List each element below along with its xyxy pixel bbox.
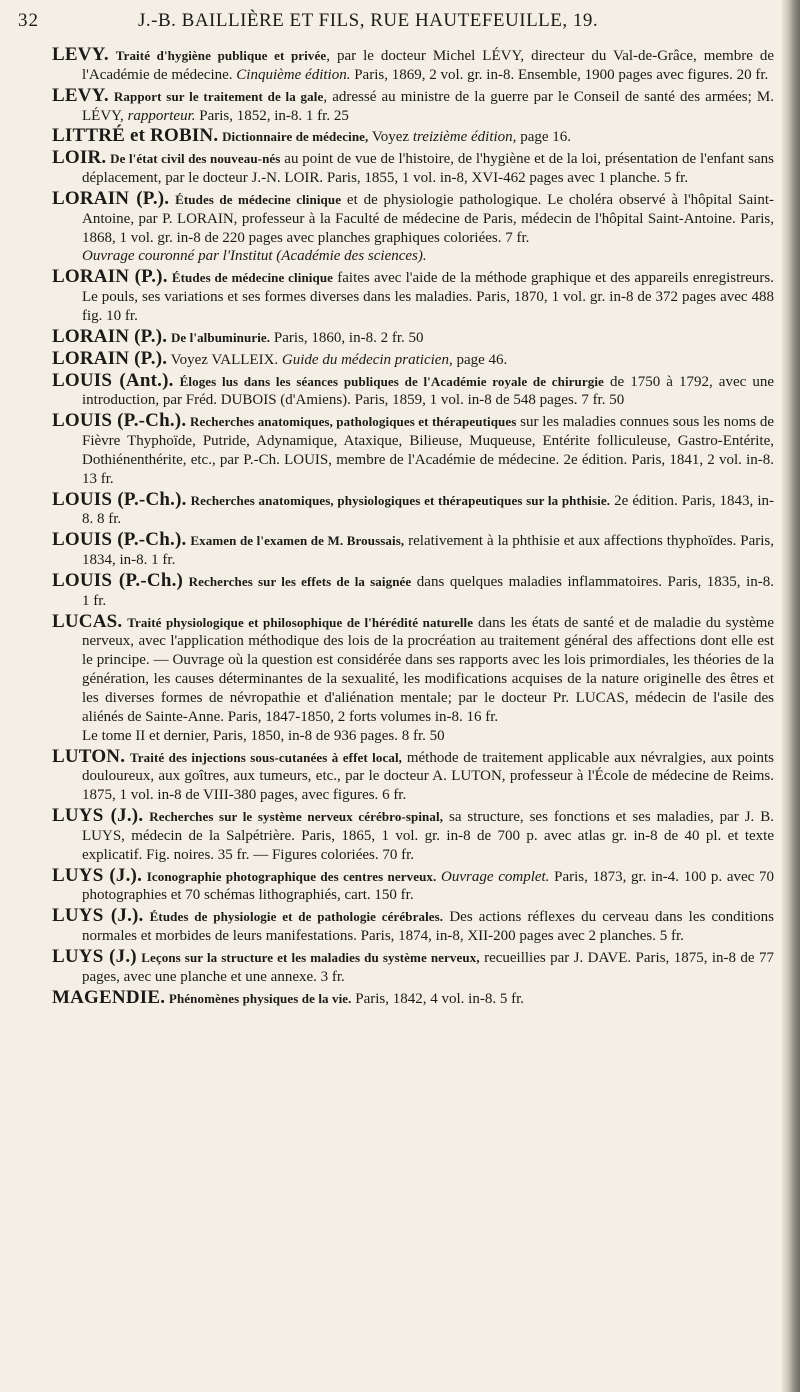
entry-price: 7 fr. 50 [581,392,625,409]
entry-author: LOUIS (Ant.). [52,369,174,391]
entry-text-2: Paris, 1873, gr. in-4. 100 p. avec 70 photographies et 70 schémas lithographiés, cart. [82,868,774,904]
entry-author: LUCAS. [52,610,123,632]
entry-title: Éloges lus dans les séances publiques de l'Académie royale de chirurgie [179,373,604,389]
catalog-entry [52,187,774,266]
entry-title: Recherches anatomiques, pathologiques et thérapeutiques [190,414,517,430]
entry-title: Études de médecine clinique [175,191,342,207]
entry-author: LOUIS (P.-Ch.). [52,488,187,510]
catalog-entry [52,347,774,370]
entry-author: LEVY. [52,84,109,106]
entry-text-2: Paris, 1869, 2 vol. gr. in-8. Ensemble, 1900 pages avec figures. [350,66,737,83]
entry-price: 5 fr. [663,170,689,187]
running-title: J.-B. BAILLIÈRE ET FILS, RUE HAUTEFEUILLE, 19. [138,10,599,31]
entry-title: Études de médecine clinique [171,270,334,286]
catalog-entry [52,986,774,1009]
entry-italic: treizième édition, [412,129,517,146]
catalog-entry [52,864,774,906]
entry-text: sa structure, ses fonctions et ses maladies, par J. B. LUYS, médecin de la Salpétrière. Paris, 1865, 1 vol. gr. in-8 de 700 p. avec atlas gr. in-8 de 40 pl. et texte explicatif. Fig. noires. 35 fr. — Figures coloriées. [82,809,774,863]
entry-title: Rapport sur le traitement de la gale [113,88,324,104]
entry-text: faites avec l'aide de la méthode graphique et des appareils enregistreurs. Le pouls, ses variations et ses formes diverses dans les maladies. Paris, 1870, 1 vol. gr. in-8 de 372 pages avec 488 fig. [82,270,774,324]
entry-price: 16 fr. [466,708,499,725]
entry-text: recueillies par J. DAVE. Paris, 1875, in-8 de 77 pages, avec une planche et une annexe. [82,949,774,985]
entry-text-2: page 46. [452,351,508,368]
entry-text: Voyez [368,129,413,146]
entry-title: De l'état civil des nouveau-nés [110,151,281,167]
entry-text: Des actions réflexes du cerveau dans les conditions normales et morbides de leurs manifestations. Paris, 1874, in-8, XII-200 pages avec 2 planches. [82,909,774,945]
entry-author: LORAIN (P.). [52,347,168,369]
entry-author: LUTON. [52,745,126,767]
entry-italic: Cinquième édition. [236,66,351,83]
entry-author: LUYS (J.). [52,805,144,827]
catalog-entry [52,325,774,348]
catalog-entry [52,149,774,188]
catalog-entry [52,569,774,611]
entry-title: Dictionnaire de médecine, [222,129,369,145]
entry-title: Recherches anatomiques, physiologiques et thérapeutiques sur la phthisie. [190,492,611,508]
catalog-entry [52,945,774,987]
entry-title: Traité d'hygiène publique et privée [115,48,327,63]
catalog-entry [52,412,774,488]
entry-author: LEVY. [52,44,109,65]
entry-text: Paris, 1842, 4 vol. in-8. [351,990,500,1007]
entry-price: 10 fr. [106,307,138,324]
entry-text: dans les états de santé et de maladie du système nerveux, avec l'application méthodique des lois de la procréation au traitement général des affections dont elle est le principe. — Ouvrage où la question est considérée dans ses rapports avec les lois primordiales, les théories de la génération, les causes déterminantes de la sexualité, les modifications acquises de la nature originelle des êtres et les diverses formes de névropathie et d'aliénation mentale; par le docteur Pr. LUCAS, médecin de l'asile des aliénés de Sainte-Anne. Paris, 1847-1850, 2 forts volumes in-8. [82,614,775,725]
entry-price: 3 fr. [320,968,345,985]
entry-text: sur les maladies connues sous les noms de Fièvre Thyphoïde, Putride, Adynamique, Ataxique, Bilieuse, Muqueuse, Entérite folliculeuse, Gastro-Entérite, Dothiénenthérite, etc., par P.-Ch. LOUIS, membre de l'Académie de médecine. 2e édition. Paris, 1841, 2 vol. in-8. [82,414,774,468]
entry-italic: rapporteur. [127,107,196,124]
entry-author: LORAIN (P.). [52,266,168,288]
entry-author: LOUIS (P.-Ch.). [52,410,187,432]
running-header [18,10,770,36]
entry-author: LORAIN (P.). [52,325,168,347]
catalog-entry [52,745,774,806]
entry-price: 13 fr. [82,470,114,487]
entry-text: au point de vue de l'histoire, de l'hygiène et de la loi, présentation de l'enfant sans déplacement, par le docteur J.-N. LOIR. Paris, 1855, 1 vol. in-8, XVI-462 pages avec 1 planche. [82,151,774,187]
catalog-entry [52,807,774,865]
entry-text: de 1750 à 1792, avec une introduction, par Fréd. DUBOIS (d'Amiens). Paris, 1859, 1 vol. in-8 de 548 pages. [82,373,774,409]
entry-price: 2 fr. 50 [380,329,424,346]
entry-text-2: page 16. [516,129,572,146]
entry-price: 20 fr. [736,66,769,83]
entry-title: Examen de l'examen de M. Broussais, [190,533,405,549]
page-number: 32 [18,10,39,31]
entry-text: dans quelques maladies inflammatoires. Paris, 1835, in-8. [411,573,774,590]
entry-price: 5 fr. [499,990,525,1007]
catalog-entry [52,907,774,946]
catalog-entry [52,46,774,85]
entry-author: LOUIS (P.-Ch.). [52,529,187,551]
entry-title: Phénomènes physiques de la vie. [168,990,352,1006]
entry-price: 6 fr. [382,787,407,804]
entry-price: 1 fr. 25 [305,107,349,124]
entry-title: Traité physiologique et philosophique de l'hérédité naturelle [127,614,474,630]
entry-text: , par le docteur Michel LÉVY, directeur du Val-de-Grâce, membre de l'Académie de médecine. [82,48,774,83]
entry-author: LUYS (J.). [52,905,144,927]
entry-text: 2e édition. Paris, 1843, in-8. [82,492,775,528]
entry-price: 5 fr. [659,928,684,945]
entry-author: LITTRÉ et ROBIN. [52,125,219,147]
entry-text: Paris, 1860, in-8. [270,329,381,346]
entry-price: 8 fr. [97,511,122,528]
entry-text: et de physiologie pathologique. Le choléra observé à l'hôpital Saint-Antoine, par P. LORAIN, professeur à la Faculté de médecine de Paris, médecin de l'hôpital Saint-Antoine. Paris, 1868, 1 vol. gr. in-8 de 220 pages avec planches graphiques coloriées. [82,191,774,246]
entry-title: Recherches sur les effets de la saignée [188,573,412,589]
entry-note: Ouvrage couronné par l'Institut (Académie des sciences). [82,248,427,265]
entry-price: 1 fr. [82,592,107,609]
entry-title: Leçons sur la structure et les maladies du système nerveux, [141,949,480,965]
catalog-entry [52,268,774,326]
entry-price: 1 fr. [151,552,176,569]
entry-text: , adressé au ministre de la guerre par le Conseil de santé des armées; M. LÉVY, [82,88,775,124]
catalog-body [52,46,774,1011]
entry-author: LUYS (J.) [52,945,137,967]
entry-author: LORAIN (P.). [52,187,170,209]
entry-price: 7 fr. [505,229,530,246]
entry-italic: Guide du médecin praticien, [281,351,453,368]
entry-price: 70 fr. [382,846,415,863]
entry-note-price: 8 fr. 50 [401,727,445,744]
entry-author: LOUIS (P.-Ch.) [52,569,184,591]
entry-title: Iconographie photographique des centres nerveux. [146,868,437,884]
entry-title: Recherches sur le système nerveux cérébro-spinal, [149,809,444,825]
catalog-entry [52,369,774,411]
entry-author: LOIR. [52,147,107,169]
catalog-entry [52,127,774,147]
entry-author: MAGENDIE. [52,986,166,1008]
entry-text: relativement à la phthisie et aux affections thyphoïdes. Paris, 1834, in-8. [82,533,775,569]
entry-title: Traité des injections sous-cutanées à effet local, [129,749,403,765]
catalog-entry [52,610,775,746]
catalog-entry [52,488,775,530]
catalog-entry [52,84,775,126]
entry-author: LUYS (J.). [52,864,143,886]
catalog-entry [52,531,774,570]
entry-italic: Ouvrage complet. [441,868,550,885]
entry-title: De l'albuminurie. [170,329,271,345]
entry-text-2: Paris, 1852, in-8. [195,107,306,124]
page-spine-shadow [782,0,800,1392]
entry-title: Études de physiologie et de pathologie cérébrales. [149,909,444,925]
entry-note: Le tome II et dernier, Paris, 1850, in-8 de 936 pages. [82,727,398,744]
entry-price: 150 fr. [374,887,414,904]
entry-text: méthode de traitement applicable aux névralgies, aux points douloureux, aux goîtres, aux tumeurs, etc., par le docteur A. LUTON, professeur à l'École de médecine de Reims. 1875, 1 vol. in-8 de VIII-380 pages, avec figures. [82,749,774,804]
entry-text: Voyez VALLEIX. [170,351,282,368]
